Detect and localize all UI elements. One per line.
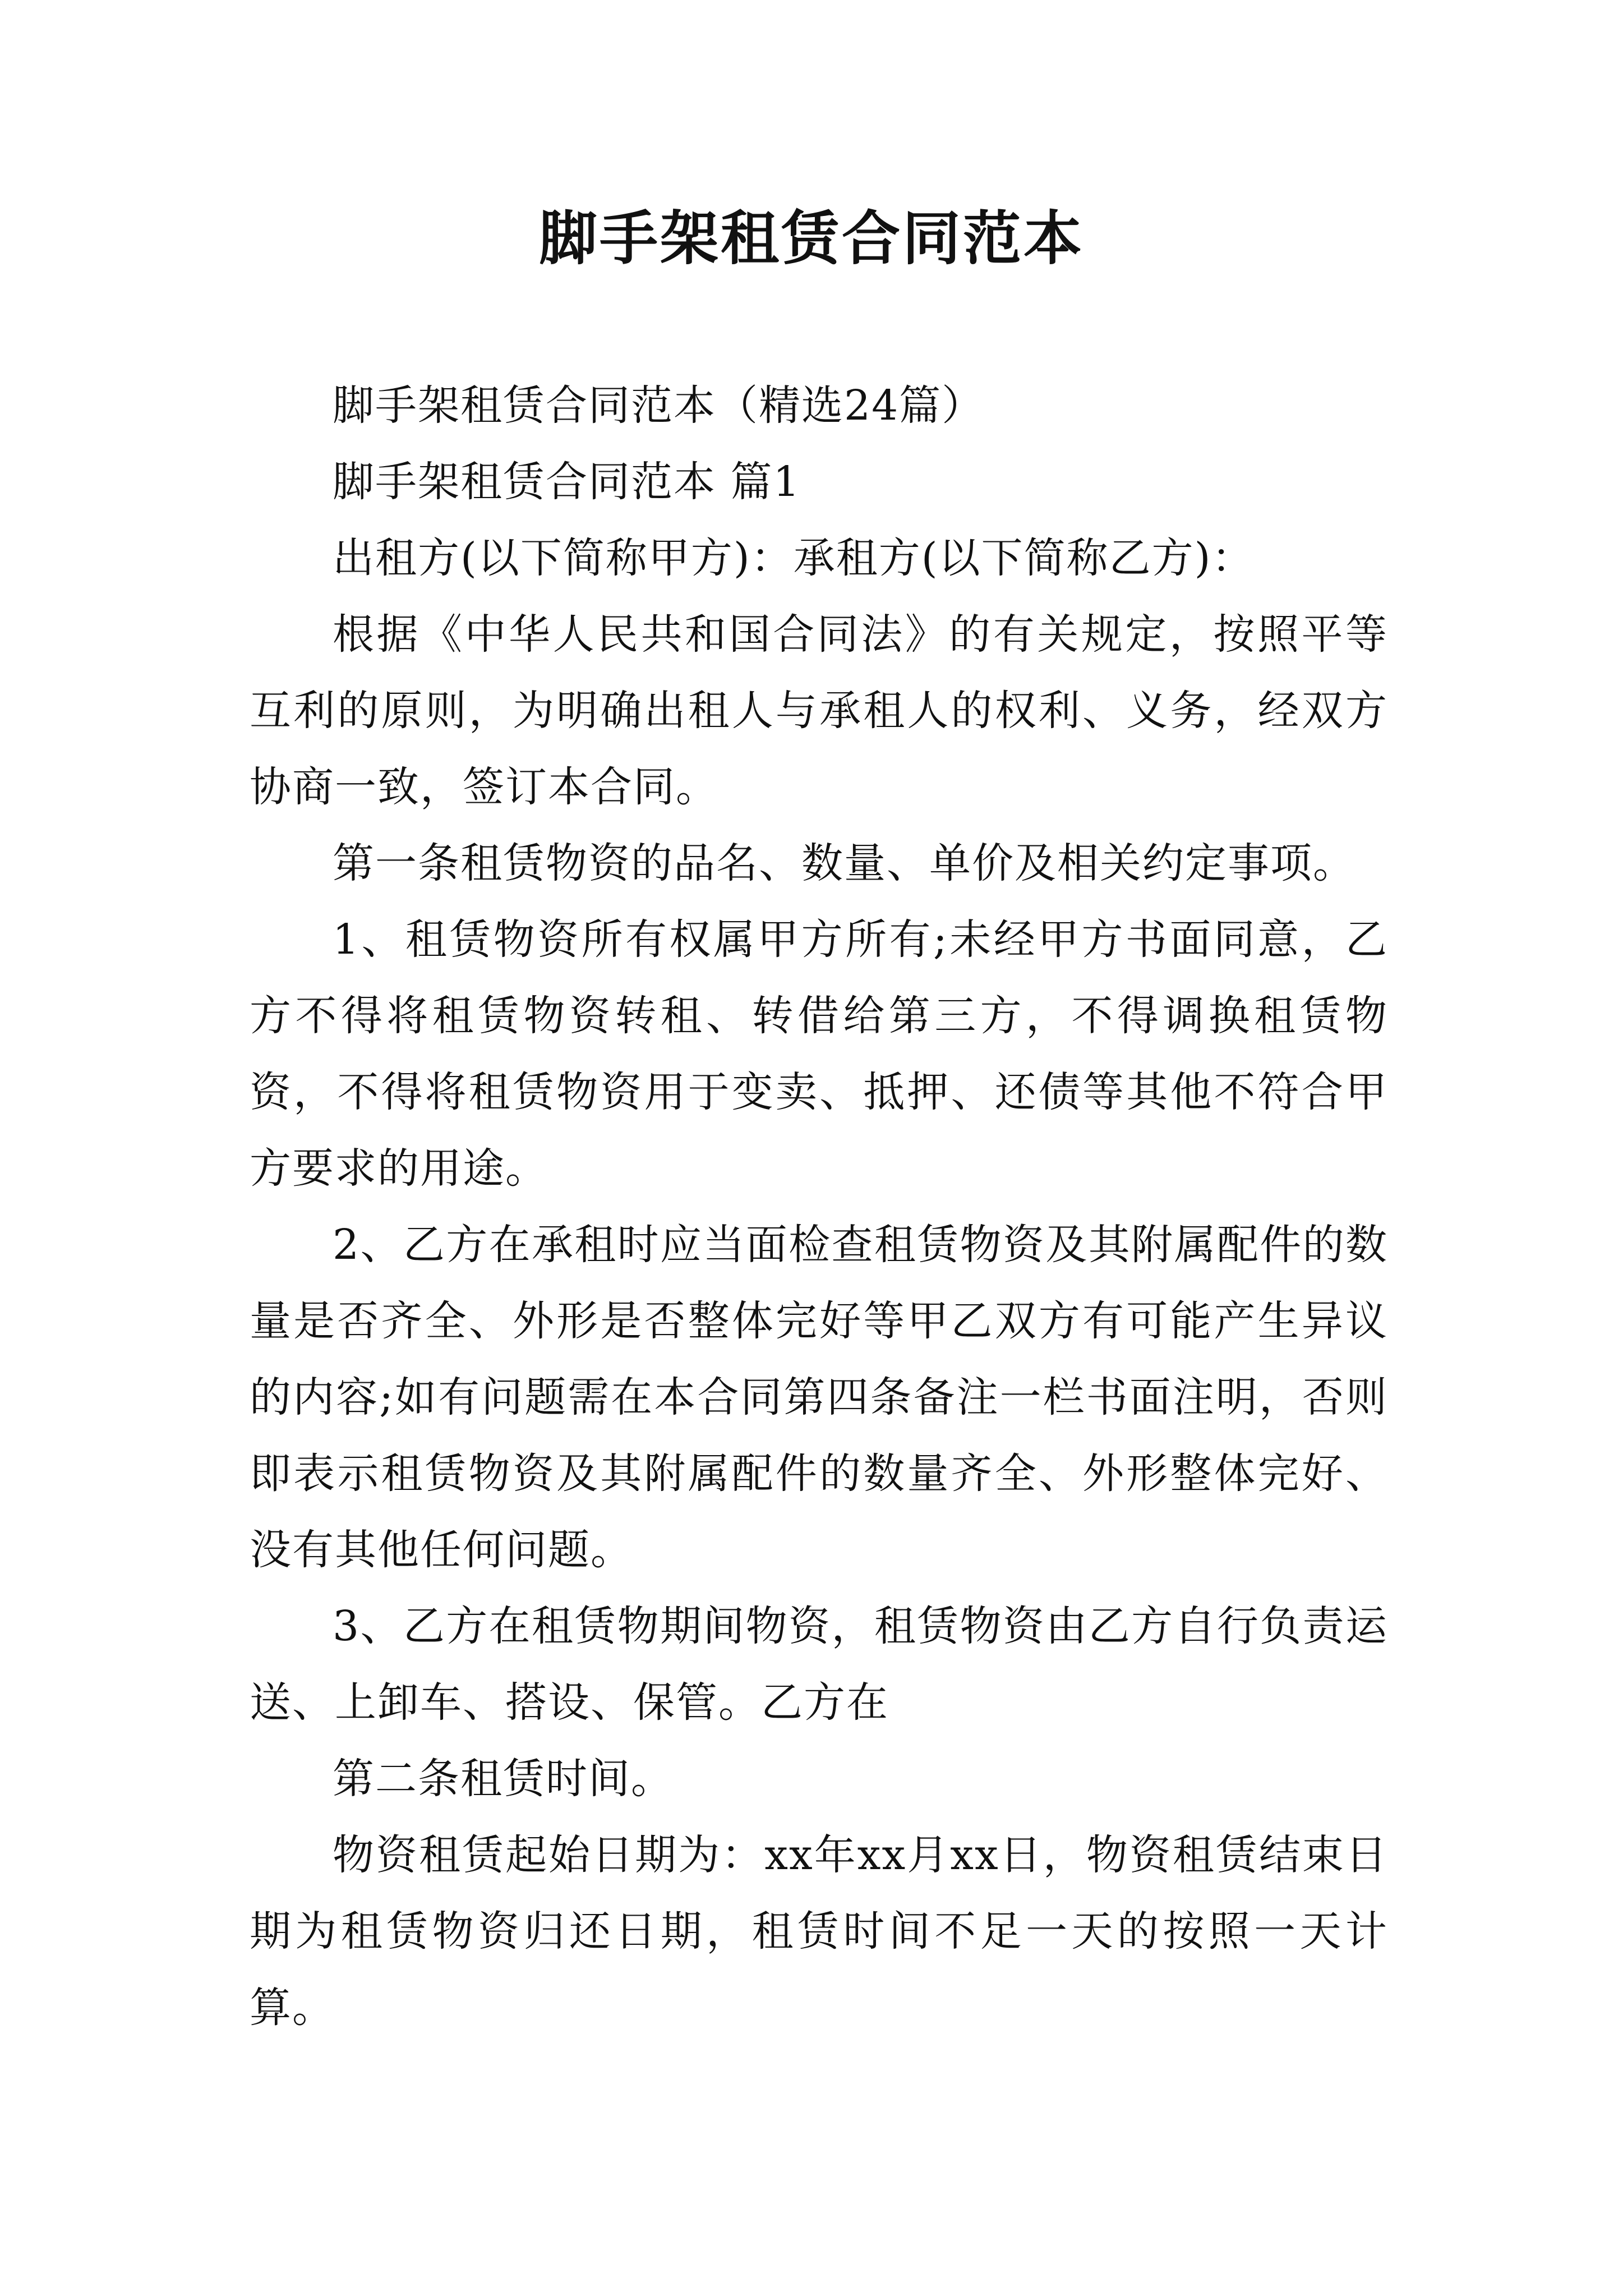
paragraph-clause-2: 2、乙方在承租时应当面检查租赁物资及其附属配件的数量是否齐全、外形是否整体完好等甲乙双方有可能产生异议的内容;如有问题需在本合同第四条备注一栏书面注明，否则即表示租赁物资及其附属配件的数量齐全、外形整体完好、没有其他任何问题。 [250,1221,1388,1574]
paragraph-collection-title: 脚手架租赁合同范本（精选24篇） [333,381,985,430]
paragraph-parties: 出租方(以下简称甲方)：承租方(以下简称乙方)： [333,534,1255,582]
paragraph-lease-period: 物资租赁起始日期为：xx年xx月xx日，物资租赁结束日期为租赁物资归还日期，租赁时间不足一天的按照一天计算。 [250,1831,1388,2032]
paragraph-clause-1: 1、租赁物资所有权属甲方所有;未经甲方书面同意，乙方不得将租赁物资转租、转借给第三方，不得调换租赁物资，不得将租赁物资用于变卖、抵押、还债等其他不符合甲方要求的用途。 [250,915,1388,1193]
document-title: 脚手架租赁合同范本 [538,204,1084,273]
document-body [250,367,1388,2046]
paragraph-article-2-heading: 第二条租赁时间。 [333,1755,674,1803]
paragraph-clause-3: 3、乙方在租赁物期间物资，租赁物资由乙方自行负责运送、上卸车、搭设、保管。乙方在 [250,1602,1388,1727]
paragraph-preamble: 根据《中华人民共和国合同法》的有关规定，按照平等互利的原则，为明确出租人与承租人的权利、义务，经双方协商一致，签订本合同。 [250,610,1388,811]
paragraph-article-1-heading: 第一条租赁物资的品名、数量、单价及相关约定事项。 [333,839,1355,887]
paragraph-section-heading: 脚手架租赁合同范本 篇1 [333,458,801,506]
